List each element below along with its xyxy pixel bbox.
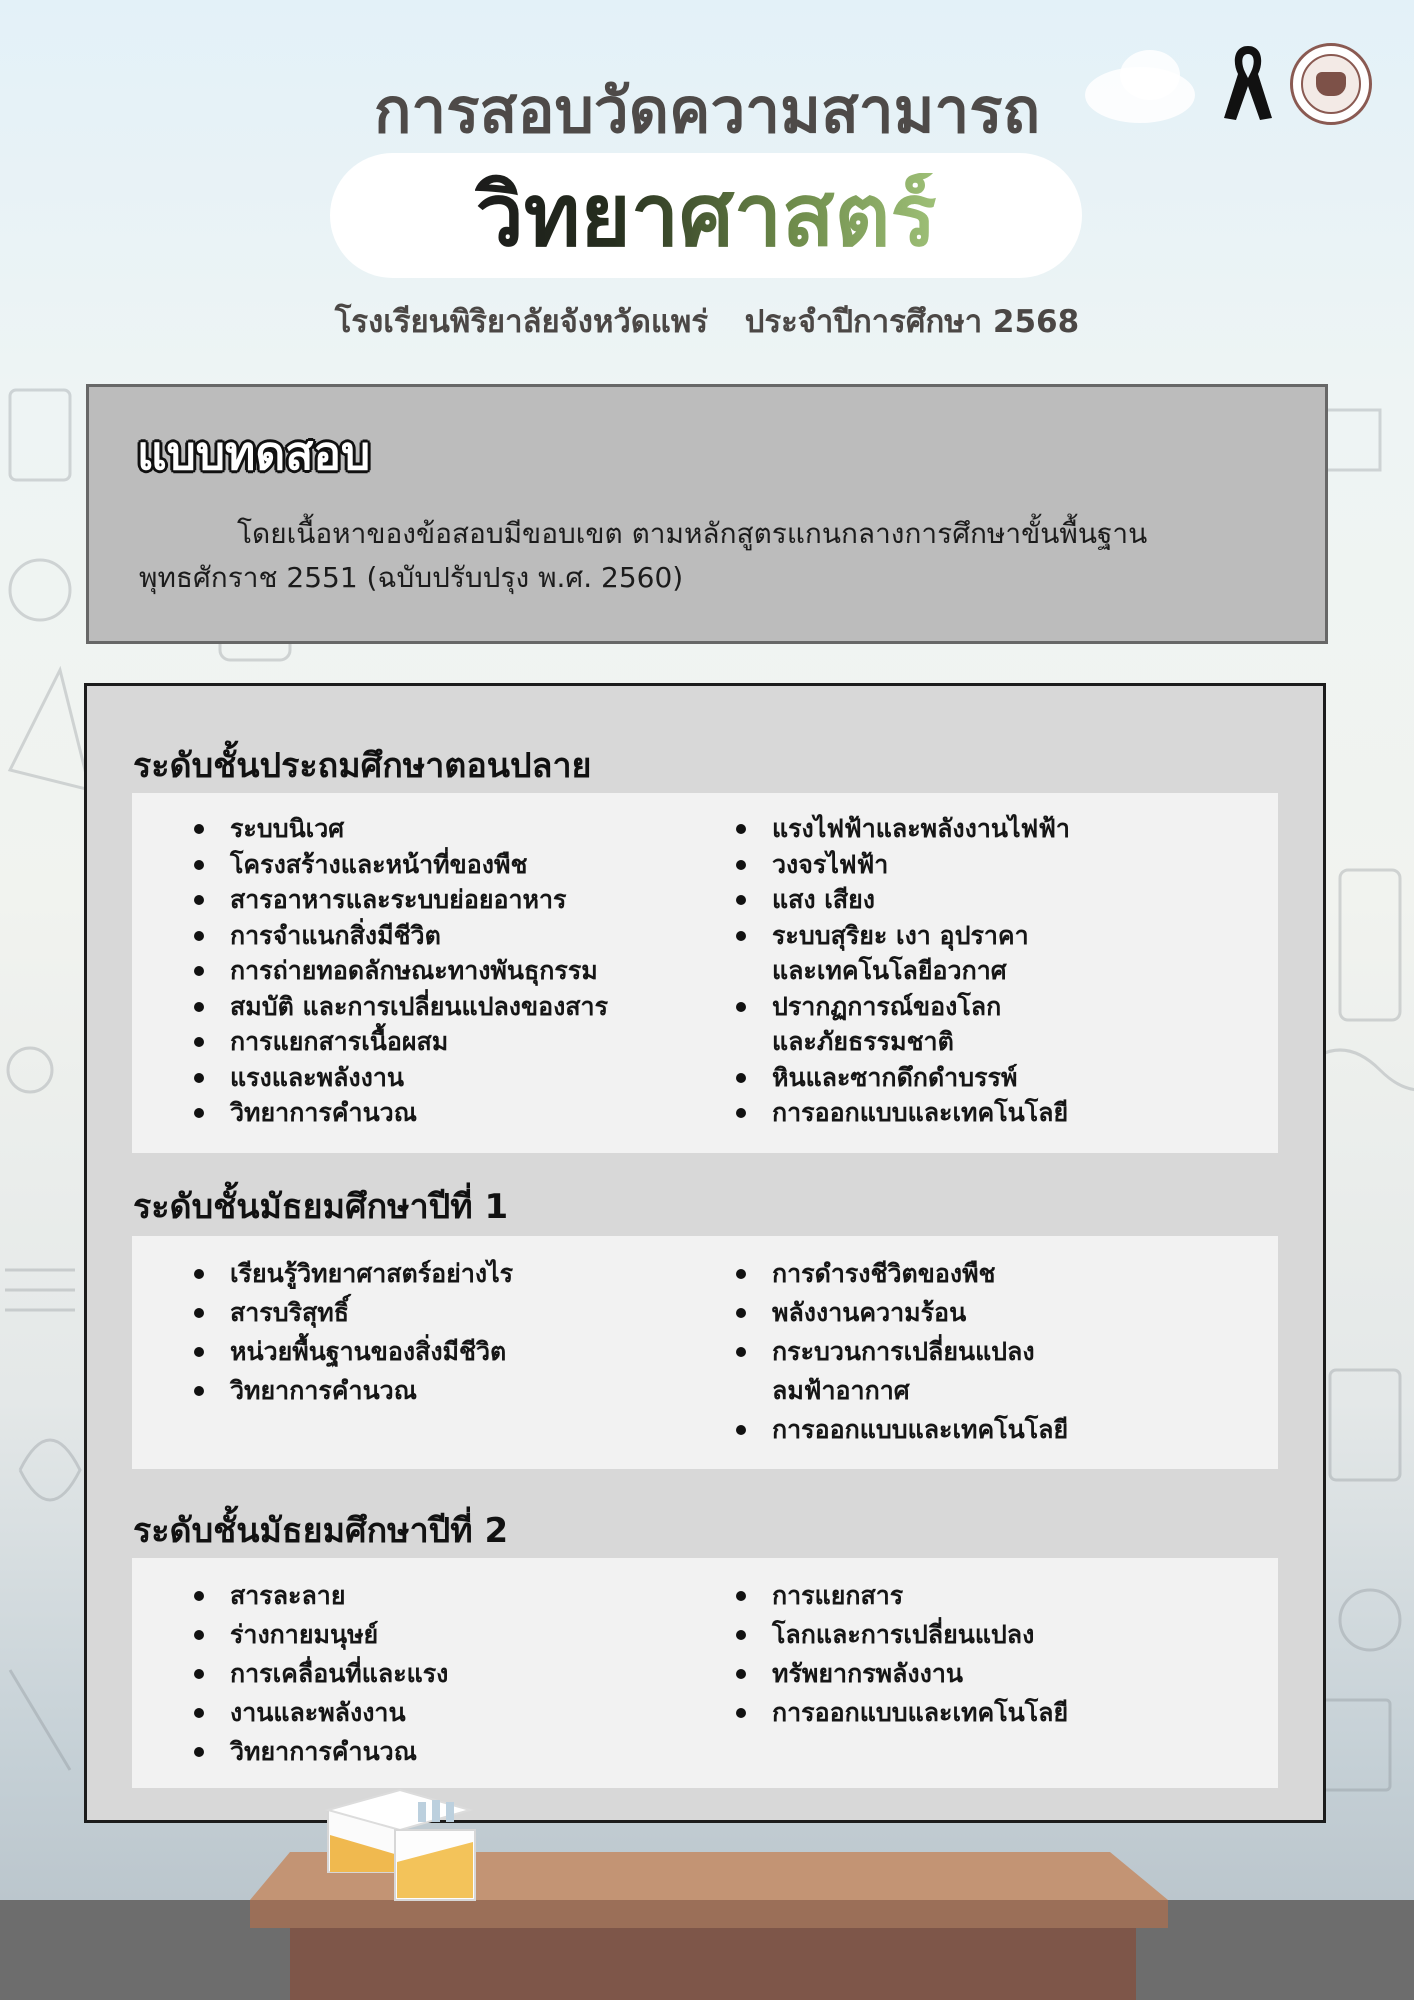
topic-item-text: หินและซากดึกดำบรรพ์ (772, 1062, 1018, 1092)
topic-item-text: การออกแบบและเทคโนโลยี (772, 1098, 1069, 1127)
topic-item (734, 882, 1274, 918)
topic-item (734, 1060, 1274, 1096)
level-panel-primary-upper (132, 793, 1278, 1153)
topic-item-text: โลกและการเปลี่ยนแปลง (772, 1620, 1035, 1649)
topic-item (734, 811, 1274, 847)
topic-item (192, 1654, 712, 1693)
topic-item (734, 1576, 1274, 1615)
topic-item-continuation: ลมฟ้าอากาศ (772, 1376, 910, 1405)
topic-item (192, 1095, 712, 1131)
topic-item (192, 1060, 712, 1096)
exam-heading: แบบทดสอบ (137, 426, 371, 480)
school-name: โรงเรียนพิริยาลัยจังหวัดแพร่ (334, 304, 708, 340)
exam-description-line-1: โดยเนื้อหาของข้อสอบมีขอบเขต ตามหลักสูตรแกนกลางการศึกษาขั้นพื้นฐาน (237, 517, 1148, 550)
topic-item-text: กระบวนการเปลี่ยนแปลง (772, 1337, 1035, 1366)
topic-item (734, 1254, 1274, 1293)
exam-description (139, 512, 1289, 600)
topic-item-text: แรงและพลังงาน (230, 1062, 404, 1092)
topic-item-text: การแยกสารเนื้อผสม (230, 1027, 449, 1056)
subject-title: วิทยาศาสตร์ (475, 165, 937, 266)
topic-item-text: ร่างกายมนุษย์ (230, 1620, 379, 1649)
level-panel-m2 (132, 1558, 1278, 1788)
topic-item-text: การดำรงชีวิตของพืช (772, 1259, 996, 1288)
topic-item-continuation: และภัยธรรมชาติ (772, 1027, 954, 1056)
topic-list-left (192, 811, 712, 1131)
subject-banner (330, 153, 1082, 278)
topic-item-text: การถ่ายทอดลักษณะทางพันธุกรรม (230, 956, 598, 985)
exam-description-line-2: พุทธศักราช 2551 (ฉบับปรับปรุง พ.ศ. 2560) (139, 561, 684, 594)
topic-list-right (734, 1254, 1274, 1449)
topic-item-text: หน่วยพื้นฐานของสิ่งมีชีวิต (230, 1337, 507, 1366)
topic-list-left (192, 1254, 712, 1410)
topic-item-text: ระบบนิเวศ (230, 814, 345, 843)
academic-year: ประจำปีการศึกษา 2568 (744, 304, 1080, 340)
level-title-primary-upper: ระดับชั้นประถมศึกษาตอนปลาย (133, 746, 592, 786)
topic-item-text: สารอาหารและระบบย่อยอาหาร (230, 885, 567, 914)
topic-item-text: วิทยาการคำนวณ (230, 1376, 417, 1405)
topic-item (734, 1410, 1274, 1449)
topic-item (734, 918, 1274, 989)
topic-item (734, 1095, 1274, 1131)
topic-item-text: ทรัพยากรพลังงาน (772, 1659, 963, 1688)
topic-item-text: ระบบสุริยะ เงา อุปราคา (772, 920, 1029, 950)
level-panel-m1 (132, 1236, 1278, 1469)
topic-item-text: การเคลื่อนที่และแรง (230, 1659, 449, 1688)
topic-item (192, 953, 712, 989)
page-title: การสอบวัดความสามารถ (373, 74, 1041, 147)
topic-item-text: การแยกสาร (772, 1581, 904, 1610)
topic-item (734, 1332, 1274, 1410)
topic-item-text: เรียนรู้วิทยาศาสตร์อย่างไร (230, 1259, 514, 1288)
topic-item-text: วงจรไฟฟ้า (772, 849, 889, 879)
topic-item-text: สมบัติ และการเปลี่ยนแปลงของสาร (230, 991, 609, 1021)
topic-item-text: โครงสร้างและหน้าที่ของพืช (230, 849, 528, 879)
topic-item (192, 811, 712, 847)
topic-item-text: สารละลาย (230, 1581, 346, 1610)
topic-item (192, 1615, 712, 1654)
topic-item (734, 1293, 1274, 1332)
topic-item (192, 1576, 712, 1615)
topic-item (734, 1615, 1274, 1654)
topic-item (192, 1693, 712, 1732)
topic-item-text: งานและพลังงาน (230, 1698, 406, 1727)
topic-item (192, 882, 712, 918)
levels-box (84, 683, 1326, 1823)
topic-item-text: แรงไฟฟ้าและพลังงานไฟฟ้า (772, 814, 1070, 843)
topic-item (734, 989, 1274, 1060)
exam-info-box (86, 384, 1328, 644)
topic-item-text: พลังงานความร้อน (772, 1298, 967, 1327)
topic-list-right (734, 811, 1274, 1131)
topic-item (192, 1732, 712, 1771)
topic-item-text: การจำแนกสิ่งมีชีวิต (230, 920, 441, 950)
topic-item-text: แสง เสียง (772, 885, 875, 914)
topic-item (734, 1654, 1274, 1693)
floor (0, 1900, 1414, 2000)
topic-item (192, 918, 712, 954)
topic-item-text: ปรากฏการณ์ของโลก (772, 991, 1002, 1021)
topic-item-text: การออกแบบและเทคโนโลยี (772, 1415, 1069, 1444)
topic-item (192, 1254, 712, 1293)
level-title-m1: ระดับชั้นมัธยมศึกษาปีที่ 1 (133, 1187, 509, 1227)
topic-item-text: การออกแบบและเทคโนโลยี (772, 1698, 1069, 1727)
level-title-m2: ระดับชั้นมัธยมศึกษาปีที่ 2 (133, 1511, 509, 1551)
topic-item-continuation: และเทคโนโลยีอวกาศ (772, 956, 1007, 985)
topic-item (192, 1371, 712, 1410)
topic-item (192, 847, 712, 883)
school-year-line (0, 296, 1414, 346)
topic-item-text: วิทยาการคำนวณ (230, 1098, 417, 1127)
topic-item (192, 1293, 712, 1332)
topic-item-text: วิทยาการคำนวณ (230, 1737, 417, 1766)
topic-item (192, 1332, 712, 1371)
topic-item (734, 1693, 1274, 1732)
topic-item (192, 989, 712, 1025)
topic-item-text: สารบริสุทธิ์ (230, 1298, 350, 1327)
topic-item (192, 1024, 712, 1060)
topic-item (734, 847, 1274, 883)
topic-list-left (192, 1576, 712, 1771)
topic-list-right (734, 1576, 1274, 1732)
